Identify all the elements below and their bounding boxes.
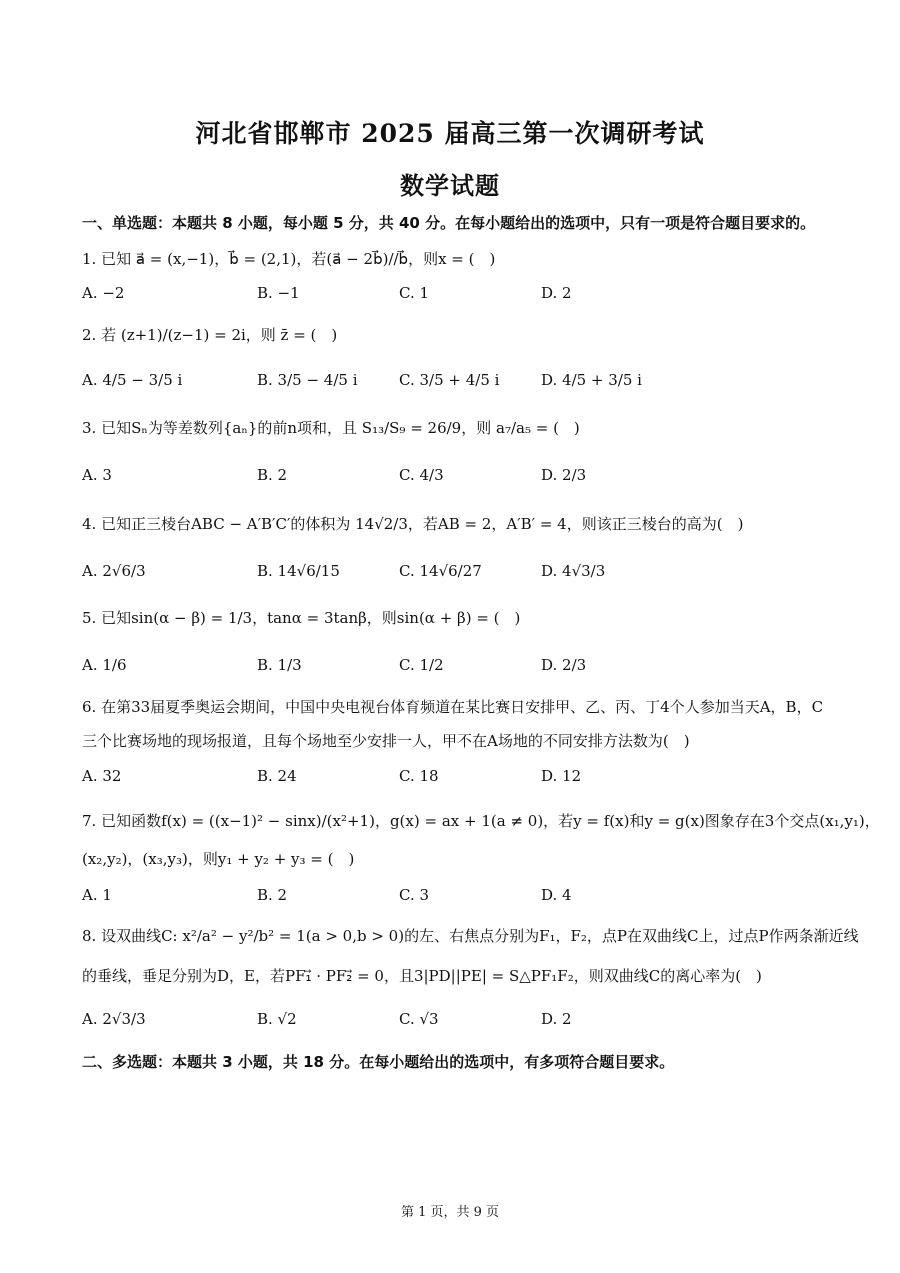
option-a: A. 1 (82, 886, 112, 904)
question-4: 4. 已知正三棱台ABC − A′B′C′的体积为 14√2/3，若AB = 2，A′B′ = 4，则该正三棱台的高为( ) (82, 515, 744, 533)
section-heading-multi-choice: 二、多选题：本题共 3 小题，共 18 分。在每小题给出的选项中，有多项符合题目要求。 (82, 1053, 675, 1071)
option-b: B. 2 (257, 466, 288, 484)
option-d: D. 12 (541, 767, 582, 785)
option-d: D. 4 (541, 886, 572, 904)
option-c: C. √3 (399, 1010, 439, 1028)
page-number: 第 1 页，共 9 页 (400, 1205, 500, 1220)
question-5-options (82, 656, 842, 678)
question-1-options (82, 284, 842, 306)
option-a: A. 4/5 − 3/5 i (82, 371, 183, 389)
option-c: C. 3/5 + 4/5 i (399, 371, 500, 389)
option-a: A. 2√3/3 (82, 1010, 146, 1028)
section-heading-single-choice: 一、单选题：本题共 8 小题，每小题 5 分，共 40 分。在每小题给出的选项中，只有一项是符合题目要求的。 (82, 214, 816, 232)
page-subtitle: 数学试题 (400, 171, 500, 200)
question-1: 1. 已知 a⃗ = (x,−1)，b⃗ = (2,1)，若(a⃗ − 2b⃗)//b⃗，则x = ( ) (82, 250, 496, 268)
question-8-line-2: 的垂线，垂足分别为D，E，若PF₁⃗ · PF₂⃗ = 0，且3|PD||PE| = S△PF₁F₂，则双曲线C的离心率为( ) (82, 967, 762, 985)
option-b: B. −1 (257, 284, 300, 302)
option-d: D. 2/3 (541, 656, 587, 674)
option-b: B. 3/5 − 4/5 i (257, 371, 358, 389)
question-6: 6. 在第33届夏季奥运会期间，中国中央电视台体育频道在某比赛日安排甲、乙、丙、丁4个人参加当天A，B，C (82, 698, 824, 716)
option-c: C. 1/2 (399, 656, 444, 674)
question-2: 2. 若 (z+1)/(z−1) = 2i，则 z̄ = ( ) (82, 326, 338, 344)
question-3-options (82, 466, 842, 488)
option-b: B. √2 (257, 1010, 297, 1028)
option-c: C. 1 (399, 284, 430, 302)
question-6-options (82, 767, 842, 789)
question-6-line-2: 三个比赛场地的现场报道，且每个场地至少安排一人，甲不在A场地的不同安排方法数为( ) (82, 732, 690, 750)
question-4-options (82, 562, 842, 584)
option-c: C. 14√6/27 (399, 562, 482, 580)
option-c: C. 4/3 (399, 466, 444, 484)
option-d: D. 4√3/3 (541, 562, 606, 580)
option-a: A. 1/6 (82, 656, 127, 674)
option-d: D. 2 (541, 1010, 572, 1028)
option-a: A. −2 (82, 284, 125, 302)
option-b: B. 24 (257, 767, 297, 785)
question-7-line-2: (x₂,y₂)，(x₃,y₃)，则y₁ + y₂ + y₃ = ( ) (82, 850, 355, 868)
option-c: C. 18 (399, 767, 439, 785)
option-a: A. 3 (82, 466, 112, 484)
option-b: B. 14√6/15 (257, 562, 340, 580)
question-8-options (82, 1010, 842, 1032)
question-2-options (82, 371, 842, 393)
question-5: 5. 已知sin(α − β) = 1/3，tanα = 3tanβ，则sin(α + β) = ( ) (82, 609, 521, 627)
option-a: A. 32 (82, 767, 122, 785)
option-b: B. 2 (257, 886, 288, 904)
option-c: C. 3 (399, 886, 430, 904)
option-d: D. 4/5 + 3/5 i (541, 371, 642, 389)
option-b: B. 1/3 (257, 656, 302, 674)
page-title: 河北省邯郸市 2025 届高三第一次调研考试 (195, 119, 705, 148)
question-3: 3. 已知Sₙ为等差数列{aₙ}的前n项和，且 S₁₃/S₉ = 26/9，则 a₇/a₅ = ( ) (82, 419, 580, 437)
question-8: 8. 设双曲线C: x²/a² − y²/b² = 1(a > 0,b > 0)的左、右焦点分别为F₁，F₂，点P在双曲线C上，过点P作两条渐近线 (82, 927, 859, 945)
question-7-options (82, 886, 842, 908)
option-d: D. 2/3 (541, 466, 587, 484)
option-a: A. 2√6/3 (82, 562, 146, 580)
option-d: D. 2 (541, 284, 572, 302)
question-7: 7. 已知函数f(x) = ((x−1)² − sinx)/(x²+1)，g(x) = ax + 1(a ≠ 0)，若y = f(x)和y = g(x)图象存在3个交点(x₁,y₁)， (82, 812, 880, 830)
